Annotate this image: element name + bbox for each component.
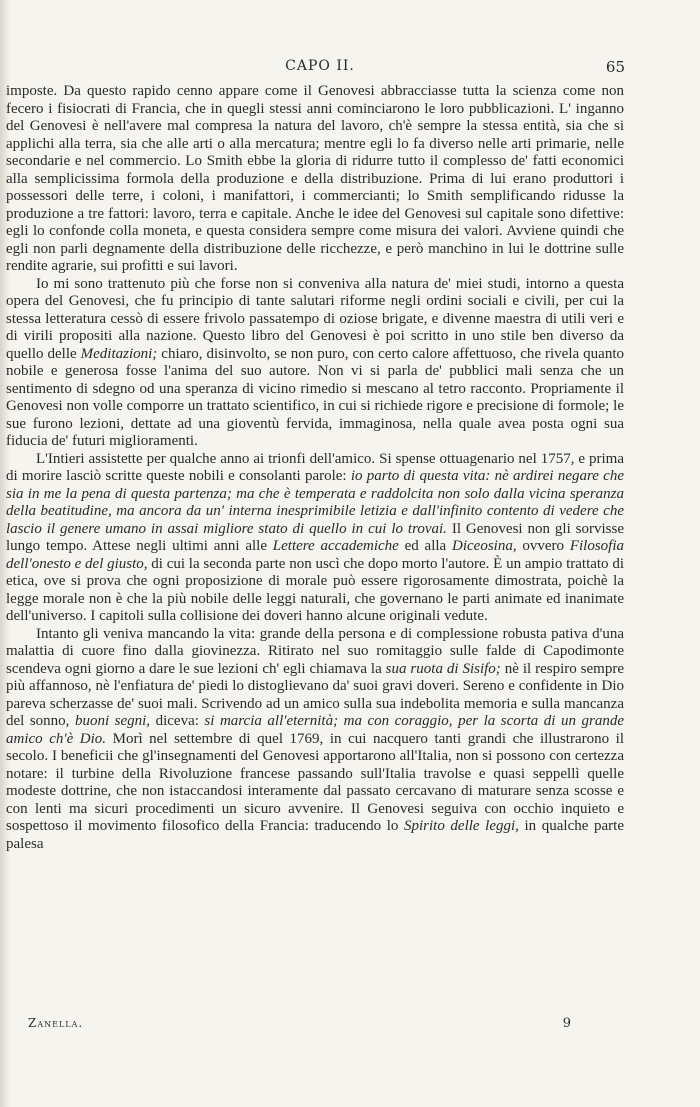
page-footer	[28, 1016, 572, 1036]
text-run: chiaro, disinvolto, se non puro, con certo calore affettuoso, che rivela quanto nobile e generosa fosse l'anima del suo autore. Non vi si parla de' pubblici mali senza che un sentimento di sdegno od una speranza di vicino rimedio si mescano al tetro racconto. Propriamente il Genovesi non volle comporre un trattato scientifico, in cui si richiede rigore e precisione di formole; le sue furono lezioni, dettate ad una gioventù fervida, immaginosa, nella quale avea posta ogni sua fiducia de' futuri miglioramenti.	[6, 345, 624, 449]
running-head: CAPO II.	[285, 58, 355, 74]
italic-run: si marcia all'eternità; ma con coraggio, per la scorta di un grande amico ch'è Dio.	[6, 713, 624, 747]
paragraph	[6, 276, 624, 451]
text-run: in qualche parte palesa	[6, 818, 624, 852]
text-run: imposte. Da questo rapido cenno appare come il Genovesi abbracciasse tutta la scienza come non fecero i fisiocrati di Francia, che in quegli stessi anni cominciarono le loro pubblicazioni. L' inganno del Genovesi è nell'avere mal compresa la natura del lavoro, ch'è sempre la stessa entità, sia che si applichi alla terra, sia che alle arti o alla mercatura; mentre egli lo fa diverso nelle arti primarie, nelle secondarie e nel commercio. Lo Smith ebbe la gloria di ridurre tutto il complesso de' fatti economici alla semplicissima formola della produzione e della distribuzione. Prima di lui erano produttori i possessori delle terre, i coloni, i manifattori, i commercianti; lo Smith semplificando ridusse la produzione a tre fattori: lavoro, terra e capitale. Anche le idee del Genovesi sul capitale sono difettive: egli lo confonde colla moneta, e questa considera sempre come misura dei valori. Avviene quindi che egli non parli degnamente della distribuzione delle ricchezze, e però manchino in lui le dottrine sulle rendite agrarie, sui profitti e sui lavori.	[6, 83, 624, 274]
paragraph	[6, 83, 624, 276]
sheet-number: 9	[562, 1016, 572, 1031]
text-run: Intanto gli veniva mancando la vita: grande della persona e di complessione robusta pativa d'una malattia di cuore fino dalla giovinezza. Ritirato nel suo romitaggio sulle falde di Capodimonte scendeva ogni giorno a dare le sue lezioni ch' egli chiamava la	[6, 625, 624, 677]
paragraph	[6, 451, 624, 626]
italic-run: sua ruota di Sisifo;	[385, 660, 501, 677]
text-run: Morì nel settembre di quel 1769, in cui nacquero tanti grandi che illustrarono il secolo. I beneficii che gl'insegnamenti del Genovesi apportarono all'Italia, non si possono con certezza notare: il turbine della Rivoluzione francese passando sull'Italia travolse e quasi seppellì quelle modeste dottrine, che non istaccandosi interamente dal passato cercavano di maturare senza scosse e con lenti ma sicuri procedimenti un sicuro avvenire. Il Genovesi seguiva con occhio inquieto e sospettoso il movimento filosofico della Francia: traducendo lo	[6, 730, 625, 834]
italic-run: Meditazioni;	[80, 345, 158, 362]
text-run: nè il respiro sempre più affannoso, nè l'enfiatura de' piedi lo distoglievano da' suoi gravi doveri. Sereno e confidente in Dio pareva scherzasse de' suoi mali. Scrivendo ad un amico sulla sua indebolita memoria e sulla mancanza del sonno,	[6, 660, 624, 729]
paragraph	[6, 626, 624, 854]
italic-run: Spirito delle leggi,	[404, 818, 519, 834]
italic-run: Filosofia dell'onesto e del giusto,	[6, 538, 624, 572]
signature-mark: Zanella.	[28, 1016, 84, 1030]
body-text	[6, 83, 624, 853]
italic-run: buoni segni,	[74, 713, 151, 729]
text-run: Il Genovesi non gli sorvisse lungo tempo. Attese negli ultimi anni alle	[6, 520, 624, 554]
text-run: ovvero	[516, 538, 570, 554]
italic-run: Diceosina,	[452, 538, 517, 554]
text-run: L'Intieri assistette per qualche anno ai trionfi dell'amico. Si spense ottuagenario nel 1757, e prima di morire lasciò scritte queste nobili e consolanti parole:	[6, 450, 624, 484]
italic-run: io parto di questa vita: nè ardirei negare che sia in me la pena di questa partenza; ma che è temperata e raddolcita non solo dalla vicina speranza della beatitudine, ma ancora da un' interna inesprimibile letizia e dall'infinito contento di vedere che lascio il genere umano in assai migliore stato di quello in cui lo trovai.	[6, 468, 624, 537]
text-run: ed alla	[398, 538, 452, 554]
text-run: Io mi sono trattenuto più che forse non si conveniva alla natura de' miei studi, intorno a questa opera del Genovesi, che fu principio di tante salutari riforme negli ordini sociali e civili, per cui la stessa letteratura cessò di essere frivolo passatempo di oziose brigate, e divenne maestra di utili veri e di virili propositi alla nazione. Questo libro del Genovesi è poi scritto in uno stile ben diverso da quello delle	[6, 275, 624, 362]
text-run: di cui la seconda parte non uscì che dopo morto l'autore. È un ampio trattato di etica, ove si prova che ogni proposizione di morale può essere rigorosamente dimostrata, poichè la legge morale non è che la più nobile delle leggi naturali, che governano le parti animate ed inanimate dell'universo. I capitoli sulla collisione dei doveri hanno alcune originali vedute.	[6, 555, 624, 624]
page-number: 65	[605, 58, 625, 76]
italic-run: Lettere accademiche	[272, 538, 399, 554]
text-run: diceva:	[150, 713, 205, 729]
page-header	[0, 58, 700, 80]
